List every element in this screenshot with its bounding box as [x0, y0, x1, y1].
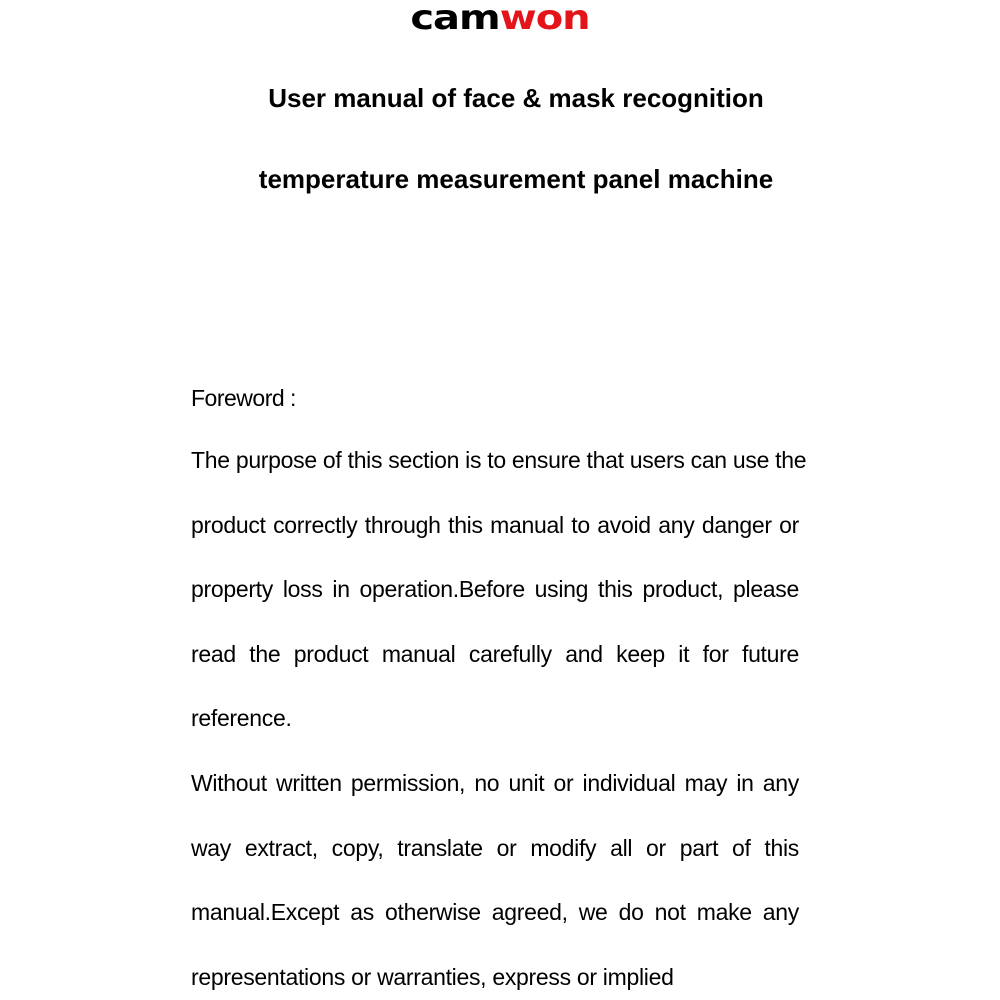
document-title-line-2: temperature measurement panel machine [258, 164, 774, 194]
paragraph-line: Without written permission, no unit or individual may in any [191, 770, 799, 796]
paragraph-line: manual.Except as otherwise agreed, we do not make any [191, 899, 799, 925]
logo-text-black: cam [410, 0, 500, 38]
paragraph-line: reference. [191, 705, 292, 731]
foreword-heading: Foreword : [191, 385, 296, 411]
logo-text-red: won [499, 0, 590, 38]
paragraph-line: property loss in operation.Before using this product, please [191, 576, 799, 602]
paragraph-line: The purpose of this section is to ensure that users can use the [191, 447, 807, 473]
paragraph-line: read the product manual carefully and keep it for future [191, 641, 799, 667]
paragraph-line: way extract, copy, translate or modify all or part of this [191, 835, 799, 861]
paragraph-line: product correctly through this manual to avoid any danger or [191, 512, 799, 538]
paragraph-line: representations or warranties, express or implied [191, 964, 674, 990]
brand-logo [0, 0, 1000, 38]
document-title-line-1: User manual of face & mask recognition [268, 83, 764, 113]
